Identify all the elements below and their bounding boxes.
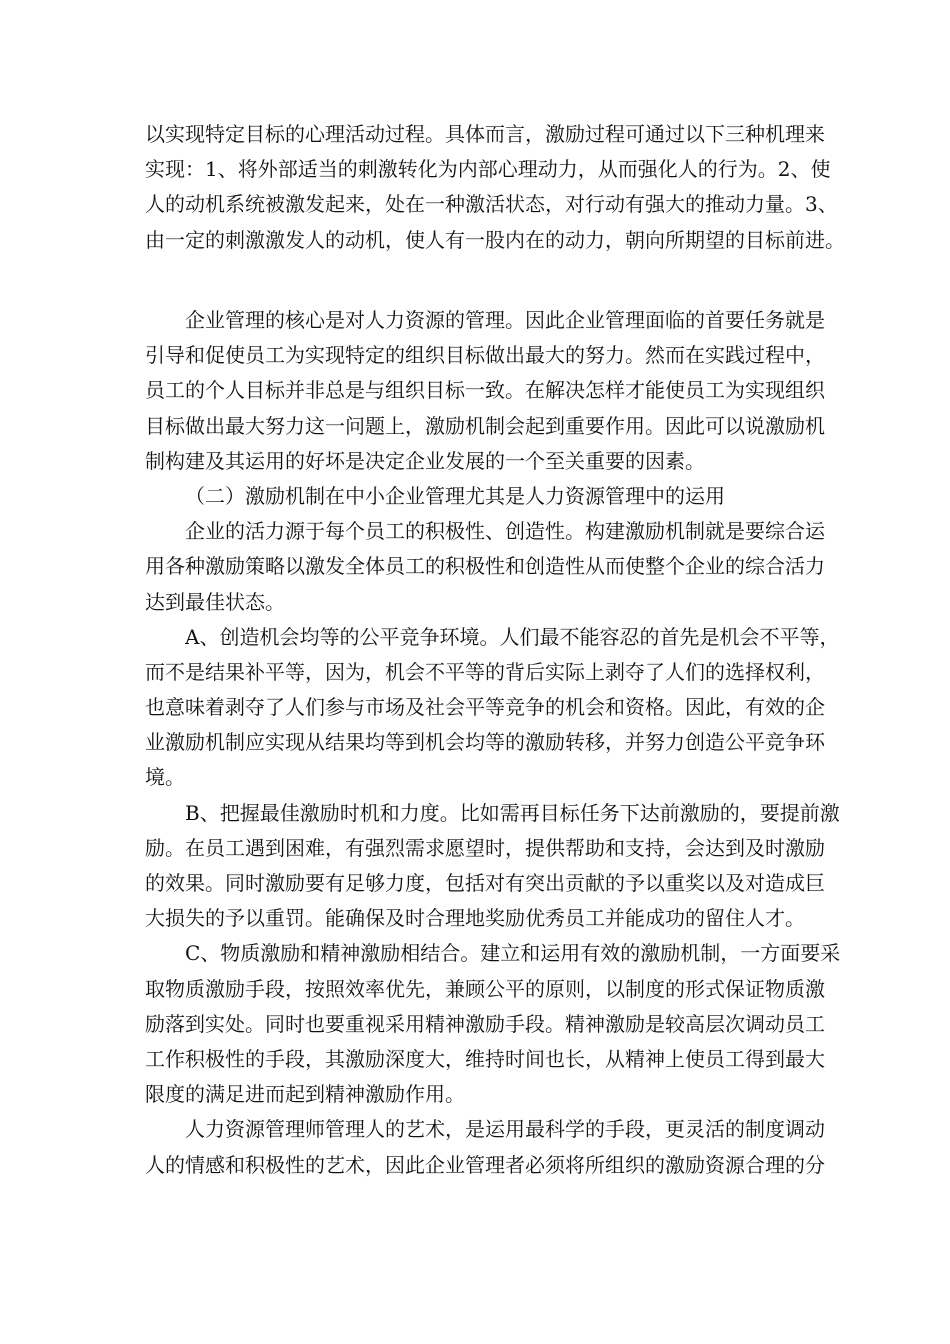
- paragraph: [145, 796, 840, 937]
- paragraph: [145, 479, 821, 514]
- text-line: 制构建及其运用的好坏是决定企业发展的一个至关重要的因素。: [145, 448, 705, 473]
- text-line: 人的动机系统被激发起来，处在一种激活状态，对行动有强大的推动力量。3、: [145, 192, 838, 217]
- text-line: 取物质激励手段，按照效率优先，兼顾公平的原则，以制度的形式保证物质激: [145, 976, 825, 1001]
- text-line: 达到最佳状态。: [145, 589, 285, 614]
- text-line: 引导和促使员工为实现特定的组织目标做出最大的努力。然而在实践过程中，: [145, 343, 825, 368]
- text-line: A、创造机会均等的公平竞争环境。人们最不能容忍的首先是机会不平等，: [185, 624, 840, 649]
- paragraph-block-main: [145, 303, 841, 1183]
- text-line: 励。在员工遇到困难，有强烈需求愿望时，提供帮助和支持，会达到及时激励: [145, 835, 825, 860]
- text-line: 企业管理的核心是对人力资源的管理。因此企业管理面临的首要任务就是: [185, 308, 825, 332]
- text-line: （二）激励机制在中小企业管理尤其是人力资源管理中的运用: [185, 483, 725, 508]
- paragraph: [145, 117, 845, 258]
- text-line: 员工的个人目标并非总是与组织目标一致。在解决怎样才能使员工为实现组织: [145, 378, 825, 403]
- paragraph: [145, 936, 841, 1112]
- text-line: 业激励机制应实现从结果均等到机会均等的激励转移，并努力创造公平竞争环: [145, 730, 825, 755]
- text-line: 人的情感和积极性的艺术，因此企业管理者必须将所组织的激励资源合理的分: [145, 1152, 825, 1177]
- text-line: 由一定的刺激激发人的动机，使人有一股内在的动力，朝向所期望的目标前进。: [145, 227, 845, 252]
- text-line: 的效果。同时激励要有足够力度，包括对有突出贡献的予以重奖以及对造成巨: [145, 871, 825, 895]
- paragraph: [145, 1112, 825, 1182]
- paragraph: [145, 514, 825, 620]
- text-line: 工作积极性的手段，其激励深度大，维持时间也长，从精神上使员工得到最大: [145, 1046, 825, 1071]
- text-line: B、把握最佳激励时机和力度。比如需再目标任务下达前激励的，要提前激: [185, 800, 840, 825]
- text-line: 而不是结果补平等，因为，机会不平等的背后实际上剥夺了人们的选择权利，: [145, 659, 825, 684]
- paragraph: [145, 620, 840, 796]
- text-line: 实现：1、将外部适当的刺激转化为内部心理动力，从而强化人的行为。2、使: [145, 157, 831, 182]
- text-line: 境。: [145, 765, 185, 790]
- paragraph-block-continuation: [145, 117, 845, 258]
- text-line: C、物质激励和精神激励相结合。建立和运用有效的激励机制，一方面要采: [185, 941, 841, 966]
- text-line: 励落到实处。同时也要重视采用精神激励手段。精神激励是较高层次调动员工: [145, 1011, 825, 1036]
- text-line: 也意味着剥夺了人们参与市场及社会平等竞争的机会和资格。因此，有效的企: [145, 695, 825, 720]
- text-line: 大损失的予以重罚。能确保及时合理地奖励优秀员工并能成功的留住人才。: [145, 906, 805, 931]
- paragraph: [145, 303, 825, 479]
- text-line: 限度的满足进而起到精神激励作用。: [145, 1082, 465, 1107]
- text-line: 以实现特定目标的心理活动过程。具体而言，激励过程可通过以下三种机理来: [145, 122, 825, 146]
- text-line: 用各种激励策略以激发全体员工的积极性和创造性从而使整个企业的综合活力: [145, 554, 825, 579]
- text-line: 企业的活力源于每个员工的积极性、创造性。构建激励机制就是要综合运: [185, 519, 825, 544]
- text-line: 人力资源管理师管理人的艺术，是运用最科学的手段，更灵活的制度调动: [185, 1117, 825, 1142]
- text-line: 目标做出最大努力这一问题上，激励机制会起到重要作用。因此可以说激励机: [145, 413, 825, 438]
